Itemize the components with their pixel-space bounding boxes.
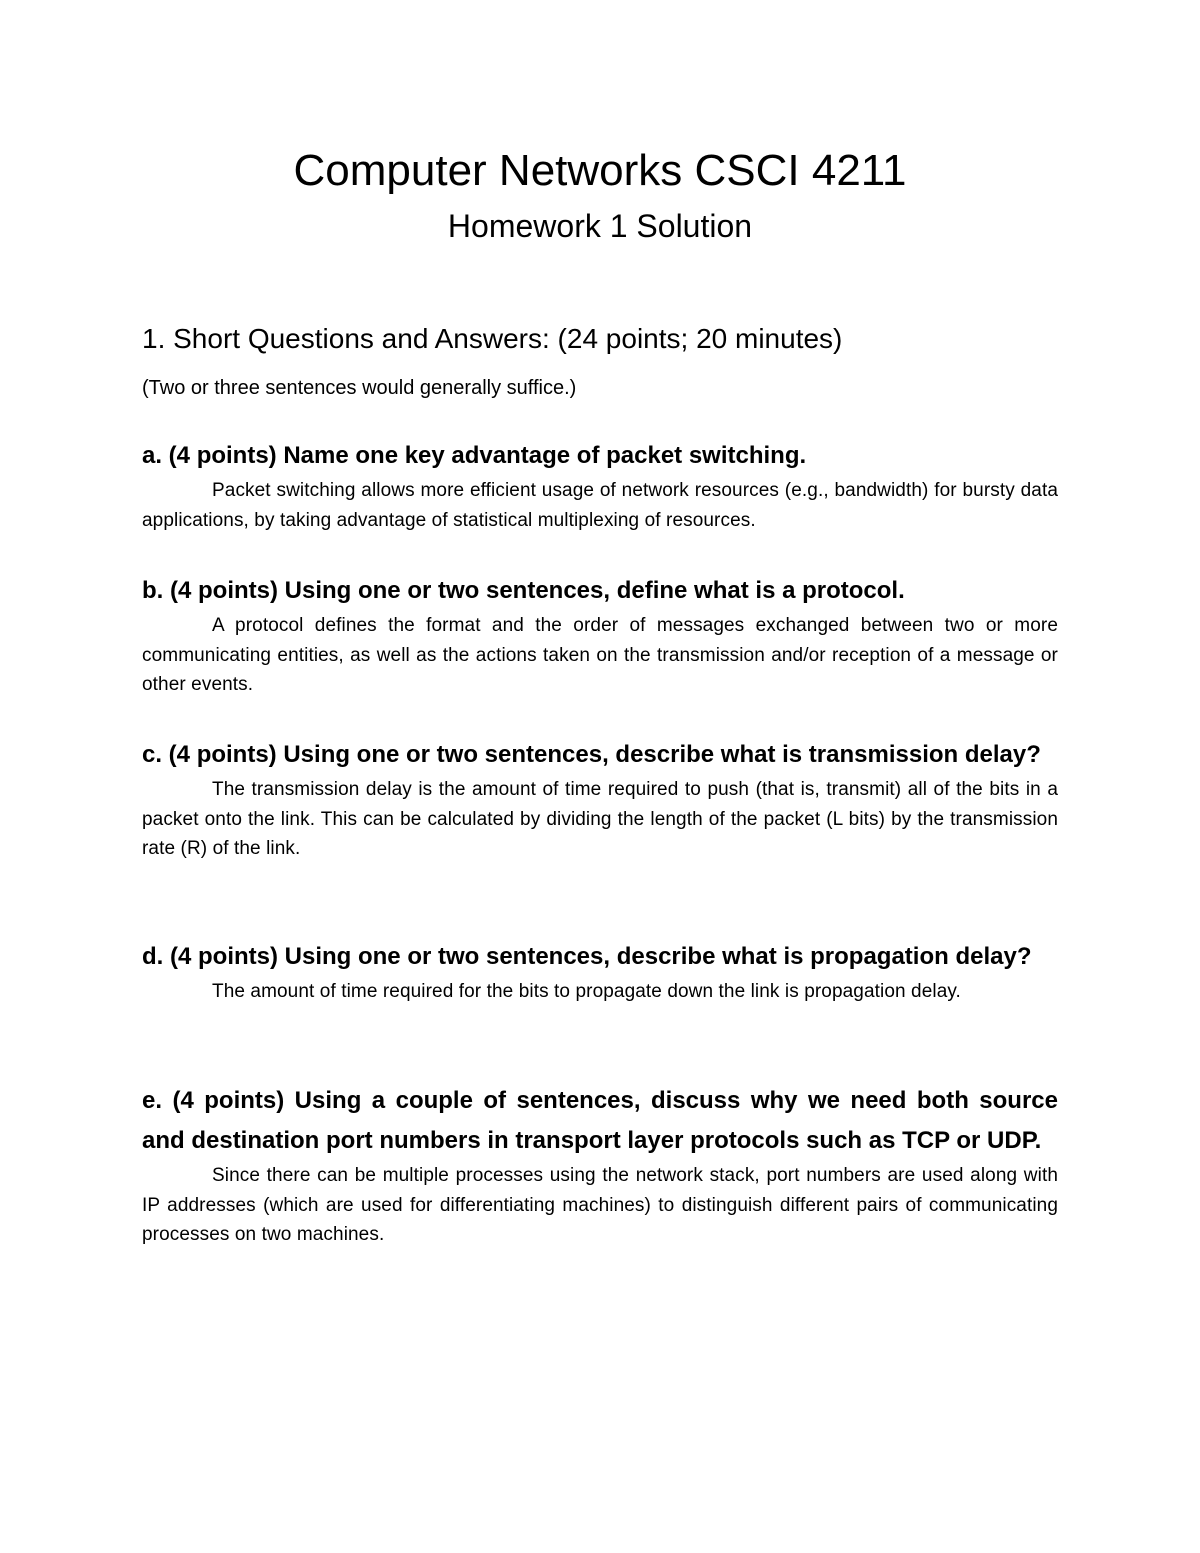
question-c-prompt: c. (4 points) Using one or two sentences, describe what is transmission delay?	[142, 741, 1041, 768]
question-c	[142, 735, 1058, 864]
question-a	[142, 436, 1058, 535]
question-a-answer: Packet switching allows more efficient usage of network resources (e.g., bandwidth) for bursty data applications, by taking advantage of statistical multiplexing of resources.	[142, 480, 1058, 531]
question-b-prompt: b. (4 points) Using one or two sentences, define what is a protocol.	[142, 577, 905, 604]
question-e-prompt: e. (4 points) Using a couple of sentences, discuss why we need both source and destination port numbers in transport layer protocols such as TCP or UDP.	[142, 1087, 1058, 1154]
document-title: Computer Networks CSCI 4211	[293, 146, 907, 195]
question-d-answer: The amount of time required for the bits to propagate down the link is propagation delay.	[212, 981, 961, 1002]
section-note: (Two or three sentences would generally suffice.)	[142, 377, 577, 399]
question-a-prompt: a. (4 points) Name one key advantage of packet switching.	[142, 442, 807, 469]
question-b-answer: A protocol defines the format and the order of messages exchanged between two or more communicating entities, as well as the actions taken on the transmission and/or reception of a message or other events.	[142, 615, 1058, 695]
question-b	[142, 571, 1058, 700]
document-subtitle: Homework 1 Solution	[447, 208, 753, 244]
question-d	[142, 937, 1058, 1007]
question-d-prompt: d. (4 points) Using one or two sentences, describe what is propagation delay?	[142, 943, 1032, 970]
question-e	[142, 1081, 1058, 1250]
question-e-answer: Since there can be multiple processes using the network stack, port numbers are used along with IP addresses (which are used for differentiating machines) to distinguish different pairs of communicating processes on two machines.	[142, 1165, 1058, 1245]
section-heading: 1. Short Questions and Answers: (24 points; 20 minutes)	[142, 323, 843, 354]
question-c-answer: The transmission delay is the amount of time required to push (that is, transmit) all of the bits in a packet onto the link. This can be calculated by dividing the length of the packet (L bits) by the transmission rate (R) of the link.	[142, 779, 1058, 859]
